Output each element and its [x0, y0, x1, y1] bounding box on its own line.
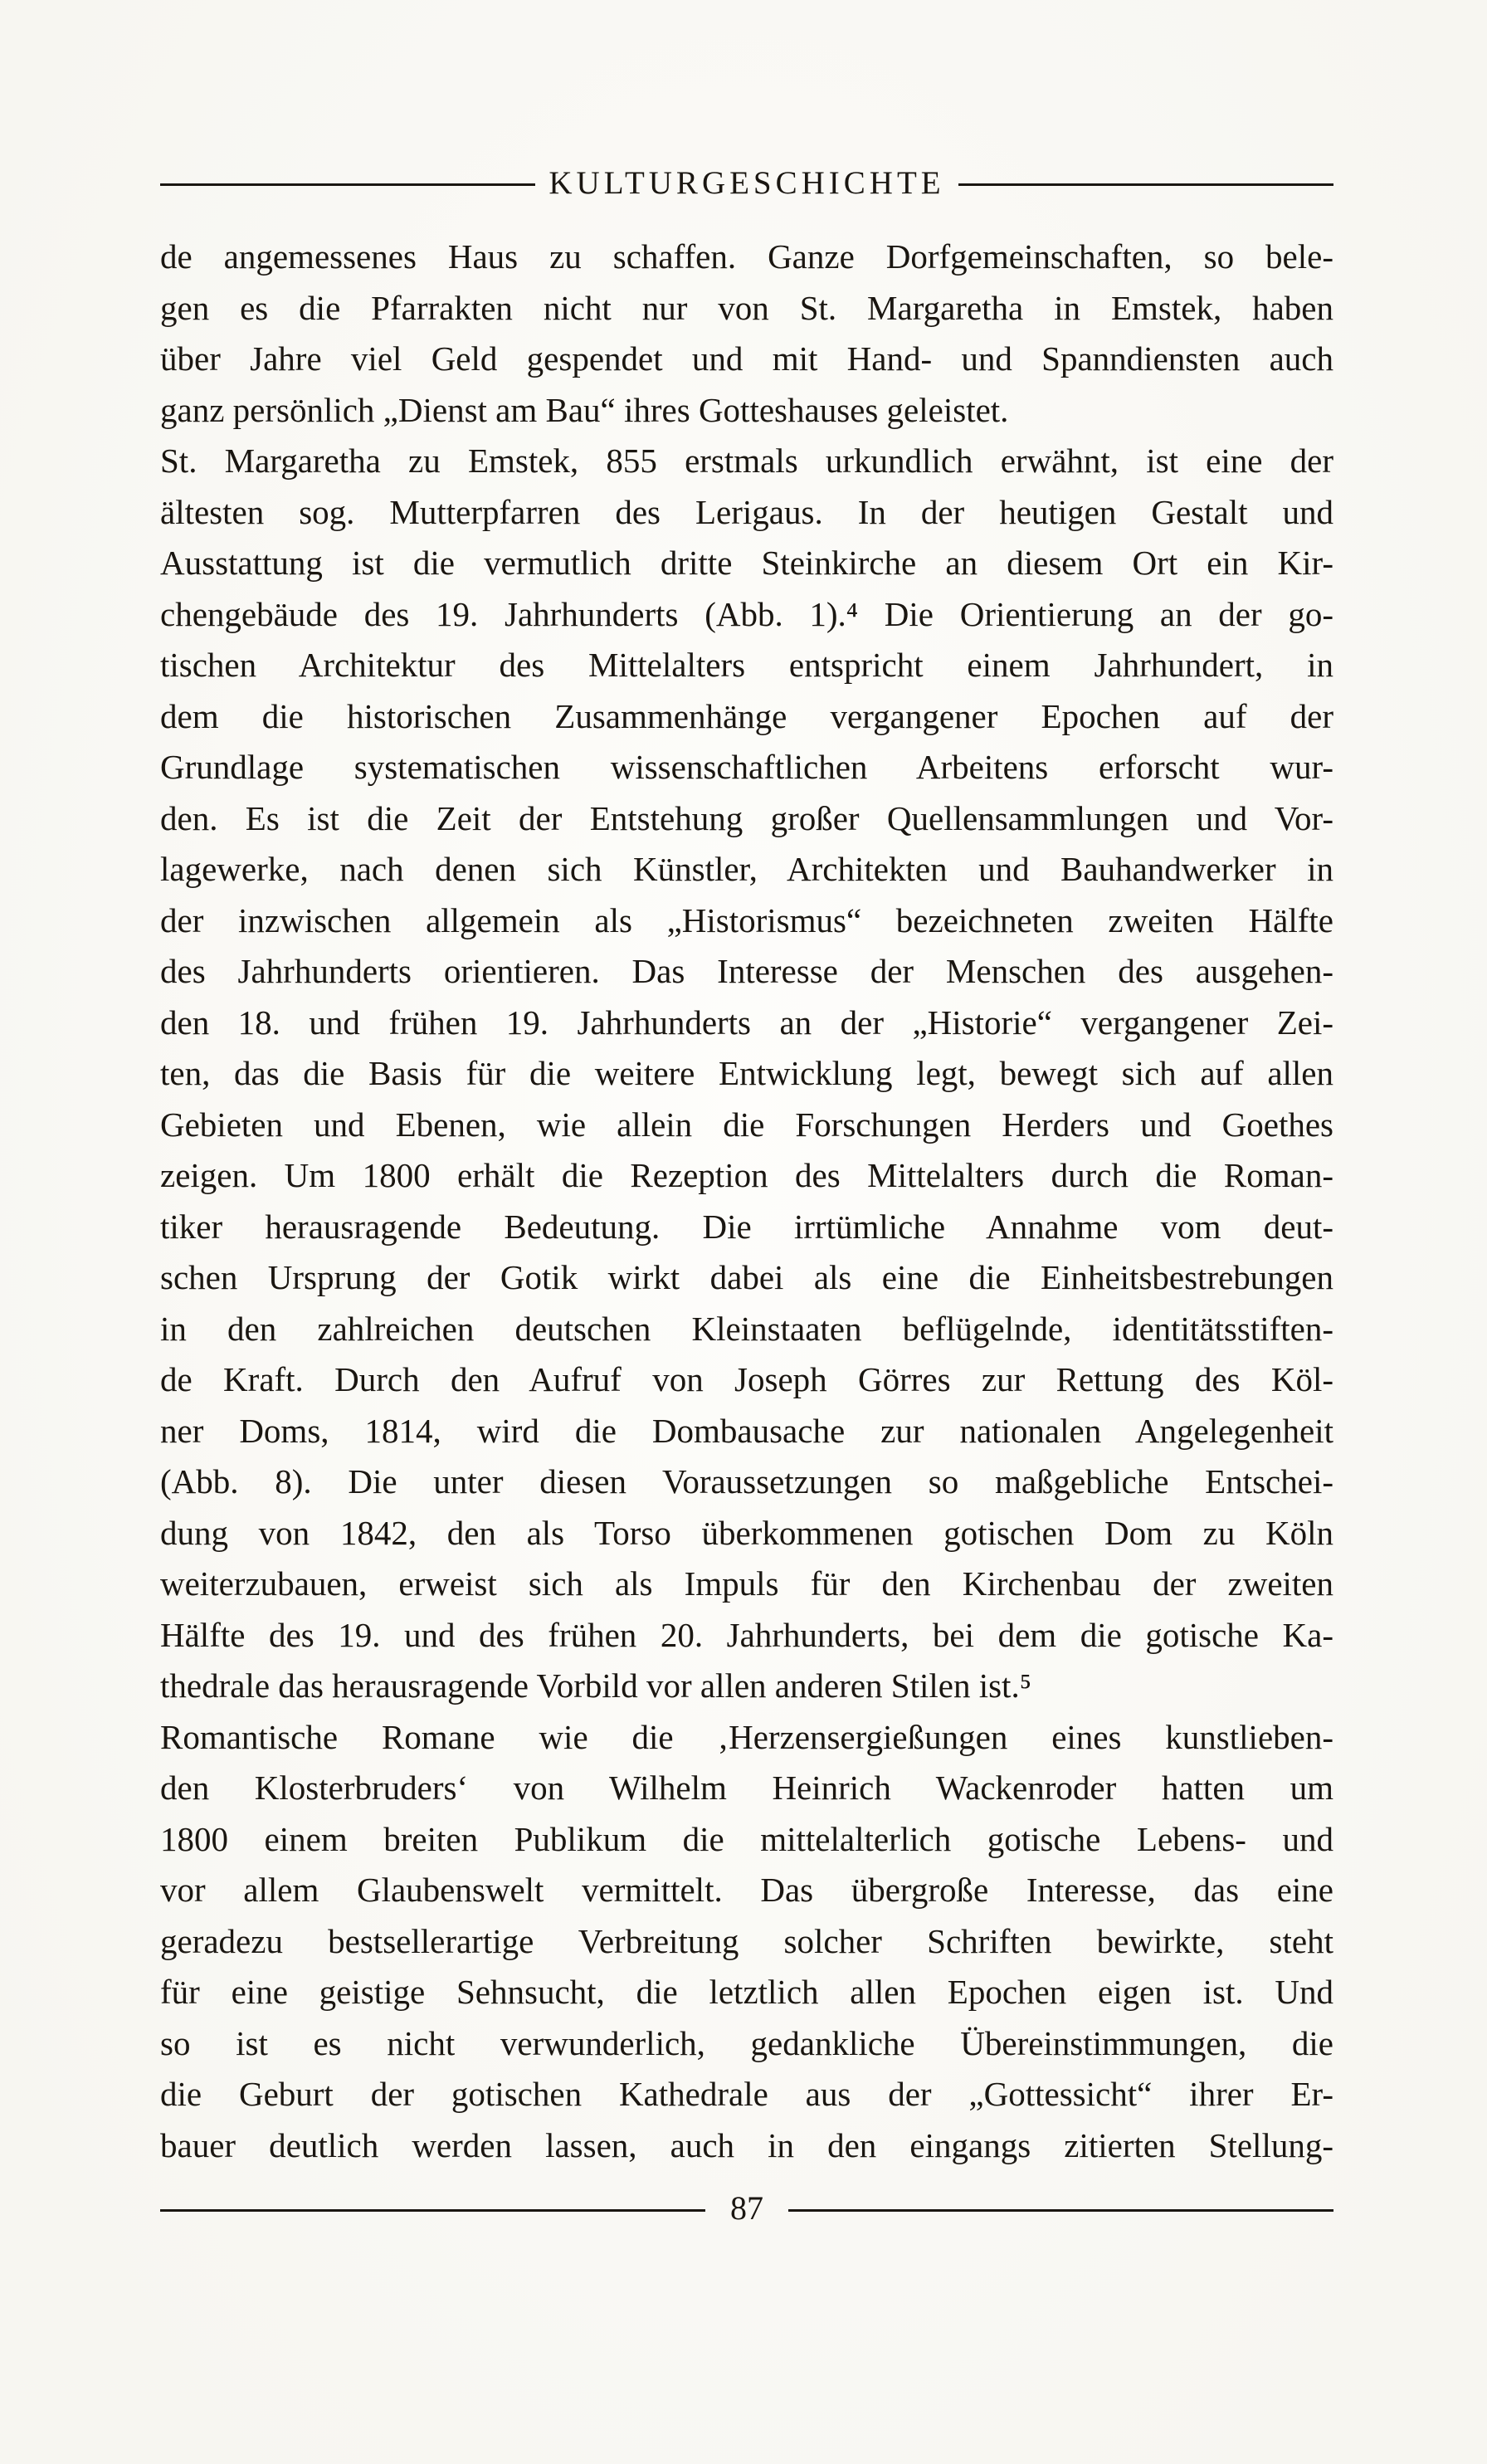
page-content	[160, 166, 1333, 2230]
text-line: St. Margaretha zu Emstek, 855 erstmals urkundlich erwähnt, ist eine der	[160, 442, 1333, 480]
text-line: zeigen. Um 1800 erhält die Rezeption des Mittelalters durch die Roman-	[160, 1156, 1333, 1194]
text-line: über Jahre viel Geld gespendet und mit Hand- und Spanndiensten auch	[160, 339, 1333, 378]
text-line: die Geburt der gotischen Kathedrale aus der „Gottessicht“ ihrer Er-	[160, 2075, 1333, 2113]
text-line: Hälfte des 19. und des frühen 20. Jahrhunderts, bei dem die gotische Ka-	[160, 1615, 1333, 1654]
text-line: Grundlage systematischen wissenschaftlichen Arbeitens erforscht wur-	[160, 748, 1333, 786]
text-line: ten, das die Basis für die weitere Entwicklung legt, bewegt sich auf allen	[160, 1054, 1333, 1092]
footer-rule-right	[788, 2209, 1333, 2212]
text-line: bauer deutlich werden lassen, auch in den eingangs zitierten Stellung-	[160, 2125, 1333, 2164]
text-line: Romantische Romane wie die ‚Herzensergießungen eines kunstlieben-	[160, 1717, 1333, 1756]
text-line: den. Es ist die Zeit der Entstehung großer Quellensammlungen und Vor-	[160, 798, 1333, 837]
header-rule-left	[160, 183, 535, 186]
text-line: ner Doms, 1814, wird die Dombausache zur nationalen Angelegenheit	[160, 1411, 1333, 1450]
text-line: ältesten sog. Mutterpfarren des Lerigaus. In der heutigen Gestalt und	[160, 492, 1333, 531]
text-line: dung von 1842, den als Torso überkommenen gotischen Dom zu Köln	[160, 1513, 1333, 1552]
text-line: so ist es nicht verwunderlich, gedankliche Übereinstimmungen, die	[160, 2023, 1333, 2062]
text-line: geradezu bestsellerartige Verbreitung solcher Schriften bewirkte, steht	[160, 1921, 1333, 1960]
text-line: tischen Architektur des Mittelalters entspricht einem Jahrhundert, in	[160, 646, 1333, 684]
text-line: vor allem Glaubenswelt vermittelt. Das übergroße Interesse, das eine	[160, 1871, 1333, 1909]
text-line: gen es die Pfarrakten nicht nur von St. Margaretha in Emstek, haben	[160, 288, 1333, 327]
footer-rule-left	[160, 2209, 705, 2212]
header-rule-right	[958, 183, 1333, 186]
text-line: chengebäude des 19. Jahrhunderts (Abb. 1).⁴ Die Orientierung an der go-	[160, 594, 1333, 633]
running-header	[160, 166, 1333, 203]
text-line: den 18. und frühen 19. Jahrhunderts an der „Historie“ vergangener Zei-	[160, 1003, 1333, 1042]
page-footer	[160, 2191, 1333, 2230]
text-line: tiker herausragende Bedeutung. Die irrtümliche Annahme vom deut-	[160, 1207, 1333, 1246]
text-line: der inzwischen allgemein als „Historismus“ bezeichneten zweiten Hälfte	[160, 900, 1333, 939]
text-line: 1800 einem breiten Publikum die mittelalterlich gotische Lebens- und	[160, 1819, 1333, 1858]
header-title: KULTURGESCHICHTE	[548, 165, 945, 201]
text-line: schen Ursprung der Gotik wirkt dabei als eine die Einheitsbestrebungen	[160, 1258, 1333, 1296]
text-line: Ausstattung ist die vermutlich dritte Steinkirche an diesem Ort ein Kir-	[160, 544, 1333, 582]
page-number: 87	[730, 2189, 763, 2227]
text-line: thedrale das herausragende Vorbild vor allen anderen Stilen ist.⁵	[160, 1666, 1031, 1705]
text-line: (Abb. 8). Die unter diesen Voraussetzungen so maßgebliche Entschei-	[160, 1462, 1333, 1500]
text-line: ganz persönlich „Dienst am Bau“ ihres Gotteshauses geleistet.	[160, 390, 1009, 429]
text-line: den Klosterbruders‘ von Wilhelm Heinrich Wackenroder hatten um	[160, 1769, 1333, 1807]
body-text	[160, 232, 1333, 2171]
text-line: weiterzubauen, erweist sich als Impuls für den Kirchenbau der zweiten	[160, 1564, 1333, 1603]
text-line: in den zahlreichen deutschen Kleinstaaten beflügelnde, identitätsstiften-	[160, 1309, 1333, 1348]
text-line: des Jahrhunderts orientieren. Das Interesse der Menschen des ausgehen-	[160, 952, 1333, 990]
text-line: lagewerke, nach denen sich Künstler, Architekten und Bauhandwerker in	[160, 850, 1333, 888]
text-line: de angemessenes Haus zu schaffen. Ganze Dorfgemeinschaften, so bele-	[160, 237, 1333, 276]
text-line: dem die historischen Zusammenhänge vergangener Epochen auf der	[160, 696, 1333, 735]
text-line: Gebieten und Ebenen, wie allein die Forschungen Herders und Goethes	[160, 1105, 1333, 1144]
text-line: de Kraft. Durch den Aufruf von Joseph Görres zur Rettung des Köl-	[160, 1360, 1333, 1398]
text-line: für eine geistige Sehnsucht, die letztlich allen Epochen eigen ist. Und	[160, 1973, 1333, 2011]
